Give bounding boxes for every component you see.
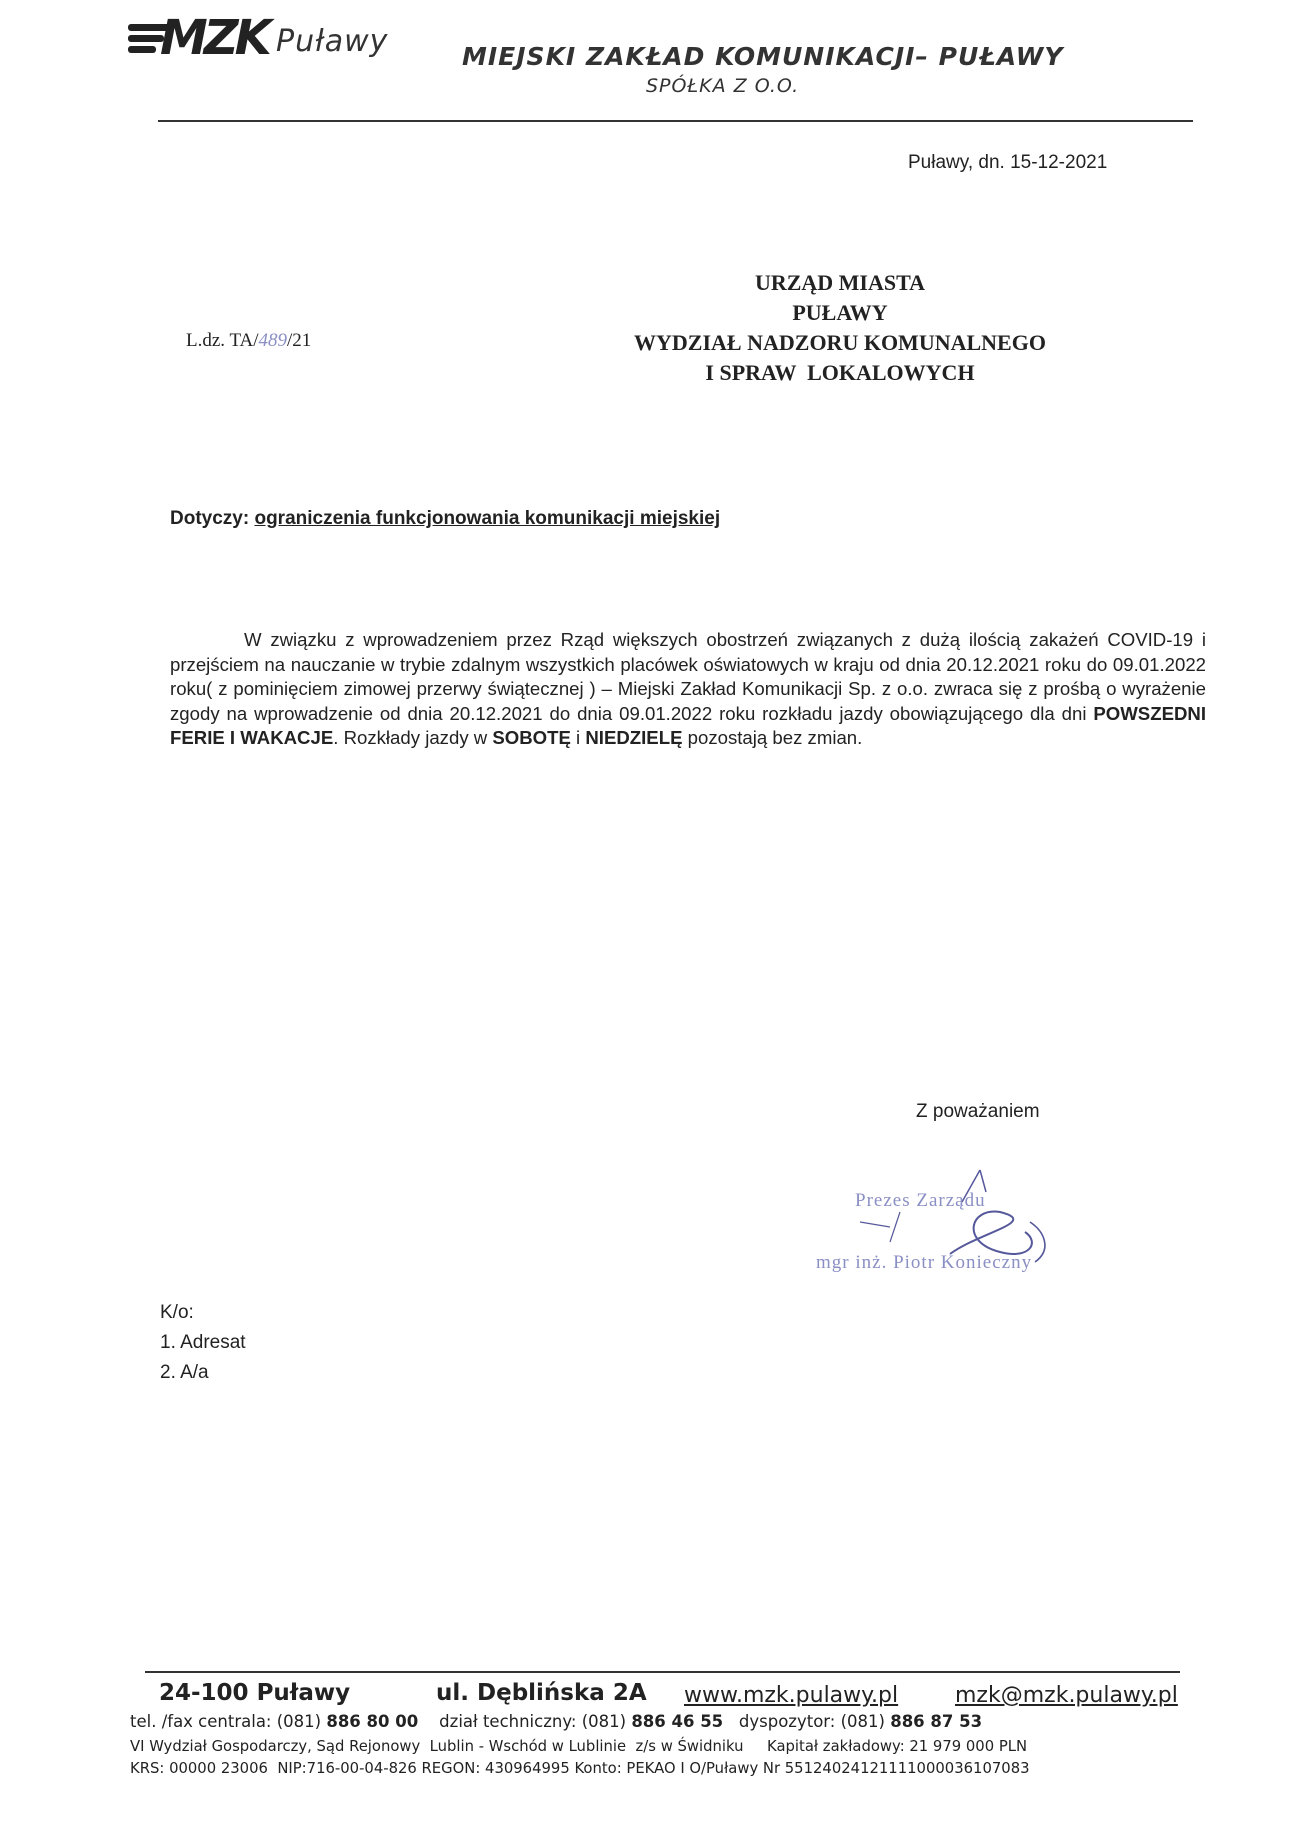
- company-logo: [128, 10, 418, 74]
- company-name: MIEJSKI ZAKŁAD KOMUNIKACJI– PUŁAWY: [462, 42, 1064, 71]
- footer-tech-label: dział techniczny: (081): [418, 1712, 632, 1731]
- reference-suffix: /21: [287, 330, 312, 351]
- footer-website-link[interactable]: www.mzk.pulawy.pl: [684, 1683, 899, 1708]
- reference-number: [186, 330, 311, 352]
- closing-salutation: Z poważaniem: [916, 1101, 1040, 1122]
- copies-item: 2. A/a: [160, 1362, 209, 1383]
- footer-tel-label: tel. /fax centrala: (081): [130, 1712, 327, 1731]
- footer-court-info: VI Wydział Gospodarczy, Sąd Rejonowy Lublin - Wschód w Lublinie z/s w Świdniku Kapitał zakładowy: 21 979 000 PLN: [130, 1738, 1028, 1755]
- recipient-line-4: I SPRAW LOKALOWYCH: [705, 360, 975, 385]
- subject-line: [170, 508, 720, 530]
- recipient-line-1: URZĄD MIASTA: [754, 270, 926, 295]
- recipient-line-3: WYDZIAŁ NADZORU KOMUNALNEGO: [634, 330, 1046, 355]
- place-date: Puławy, dn. 15-12-2021: [908, 152, 1108, 173]
- body-text-1: W związku z wprowadzeniem przez Rząd większych obostrzeń związanych z dużą ilością zakażeń COVID-19 i przejściem na nauczanie w trybie zdalnym wszystkich placówek oświatowych w kraju od dnia 20.12.2021 roku do 09.01.2022 roku( z pominięciem zimowej przerwy świątecznej ) – Miejski Zakład Komunikacji Sp. z o.o. zwraca się z prośbą o wyrażenie zgody na wprowadzenie od dnia 20.12.2021 do dnia 09.01.2022 roku rozkładu jazdy obowiązującego dla dni: [170, 629, 1206, 724]
- body-text-3: i: [570, 727, 586, 748]
- body-bold-3: NIEDZIELĘ: [585, 727, 683, 748]
- footer-tech-number: 886 46 55: [631, 1712, 724, 1731]
- letter-body: [170, 628, 1206, 751]
- reference-prefix: L.dz. TA/: [186, 330, 259, 351]
- subject-text: ograniczenia funkcjonowania komunikacji miejskiej: [254, 508, 721, 529]
- footer-divider: [145, 1671, 1180, 1673]
- body-bold-1: POWSZEDNI FERIE I WAKACJE: [170, 702, 1206, 748]
- footer-dispatch-label: dyspozytor: (081): [723, 1712, 891, 1731]
- footer-city: 24-100 Puławy: [159, 1680, 351, 1706]
- body-bold-2: SOBOTĘ: [492, 727, 571, 748]
- footer-phones: [130, 1712, 982, 1731]
- footer-dispatch-number: 886 87 53: [890, 1712, 983, 1731]
- copies-item: 1. Adresat: [160, 1332, 246, 1353]
- body-paragraph: [170, 628, 1206, 751]
- recipient-address: [560, 268, 1120, 388]
- signature-name: mgr inż. Piotr Konieczny: [816, 1252, 1033, 1273]
- copies-label: K/o:: [160, 1302, 194, 1323]
- company-legal-form: SPÓŁKA Z O.O.: [646, 75, 800, 97]
- footer-street: ul. Dęblińska 2A: [436, 1680, 647, 1706]
- reference-handwritten-number: 489: [258, 330, 288, 351]
- logo-mark: MZK: [160, 10, 268, 66]
- signature-title: Prezes Zarządu: [855, 1190, 986, 1211]
- footer-tel-number: 886 80 00: [326, 1712, 419, 1731]
- signature-stamp: [800, 1162, 1100, 1282]
- recipient-line-2: PUŁAWY: [792, 300, 888, 325]
- footer-registry-info: KRS: 00000 23006 NIP:716-00-04-826 REGON: 430964995 Konto: PEKAO I O/Puławy Nr 55124024121111000036107083: [130, 1760, 1030, 1777]
- footer-email-link[interactable]: mzk@mzk.pulawy.pl: [955, 1683, 1178, 1708]
- body-text-4: pozostają bez zmian.: [682, 727, 863, 748]
- logo-city: Puławy: [276, 24, 389, 59]
- body-text-2: . Rozkłady jazdy w: [333, 727, 493, 748]
- copies-list: [160, 1298, 246, 1388]
- header-divider: [158, 120, 1193, 122]
- subject-label: Dotyczy:: [170, 508, 250, 529]
